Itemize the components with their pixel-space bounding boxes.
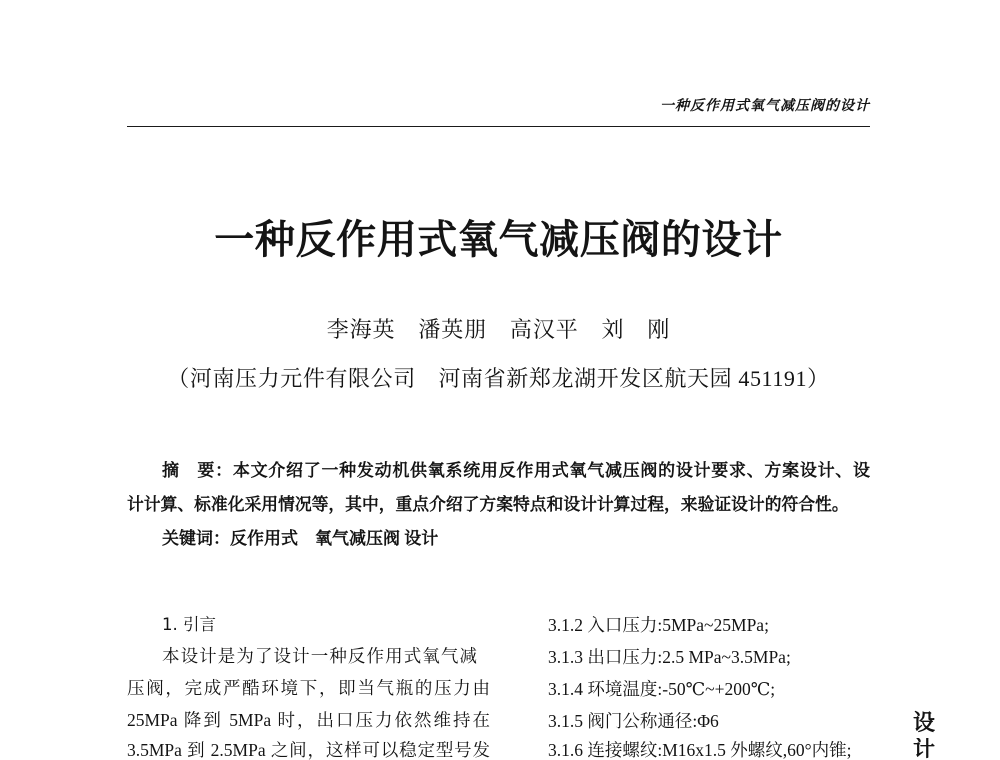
- running-header: 一种反作用式氧气减压阀的设计: [660, 99, 870, 114]
- abstract-text-1: 本文介绍了一种发动机供氧系统用反作用式氧气减压阀的设计要求、方案设计、设: [232, 461, 870, 480]
- keywords-label: 关键词：: [162, 529, 230, 549]
- spec-item-connection-thread: 3.1.6 连接螺纹:M16x1.5 外螺纹,60°内锥;: [548, 740, 852, 760]
- author-affiliation: （河南压力元件有限公司 河南省新郑龙湖开发区航天园 451191）: [167, 366, 830, 391]
- body-line: 本设计是为了设计一种反作用式氧气减: [162, 646, 477, 666]
- abstract-line-2: 计计算、标准化采用情况等，其中，重点介绍了方案特点和设计计算过程，来验证设计的符合性。: [127, 495, 849, 514]
- body-line: 25MPa 降到 5MPa 时，出口压力依然维持在: [127, 710, 490, 730]
- keywords: [162, 526, 438, 552]
- spec-item-nominal-diameter: 3.1.5 阀门公称通径:Φ6: [548, 711, 719, 731]
- abstract-line-1: [162, 458, 870, 484]
- section-heading-introduction: 1. 引言: [162, 615, 216, 634]
- author-list: 李海英 潘英朋 高汉平 刘 刚: [326, 317, 671, 342]
- body-line: 压阀，完成严酷环境下，即当气瓶的压力由: [127, 678, 490, 698]
- spec-item-outlet-pressure: 3.1.3 出口压力:2.5 MPa~3.5MPa;: [548, 647, 791, 667]
- body-line: 3.5MPa 到 2.5MPa 之间，这样可以稳定型号发: [127, 740, 490, 760]
- keywords-text: 反作用式 氧气减压阀 设计: [230, 529, 439, 548]
- side-tab-char: 计: [913, 738, 936, 760]
- paper-title: 一种反作用式氧气减压阀的设计: [214, 217, 783, 262]
- abstract-label: 摘 要：: [162, 461, 233, 481]
- header-rule: [127, 126, 870, 127]
- side-tab-char: 设: [913, 711, 936, 736]
- spec-item-ambient-temperature: 3.1.4 环境温度:-50℃~+200℃;: [548, 679, 776, 699]
- spec-item-inlet-pressure: 3.1.2 入口压力:5MPa~25MPa;: [548, 615, 769, 635]
